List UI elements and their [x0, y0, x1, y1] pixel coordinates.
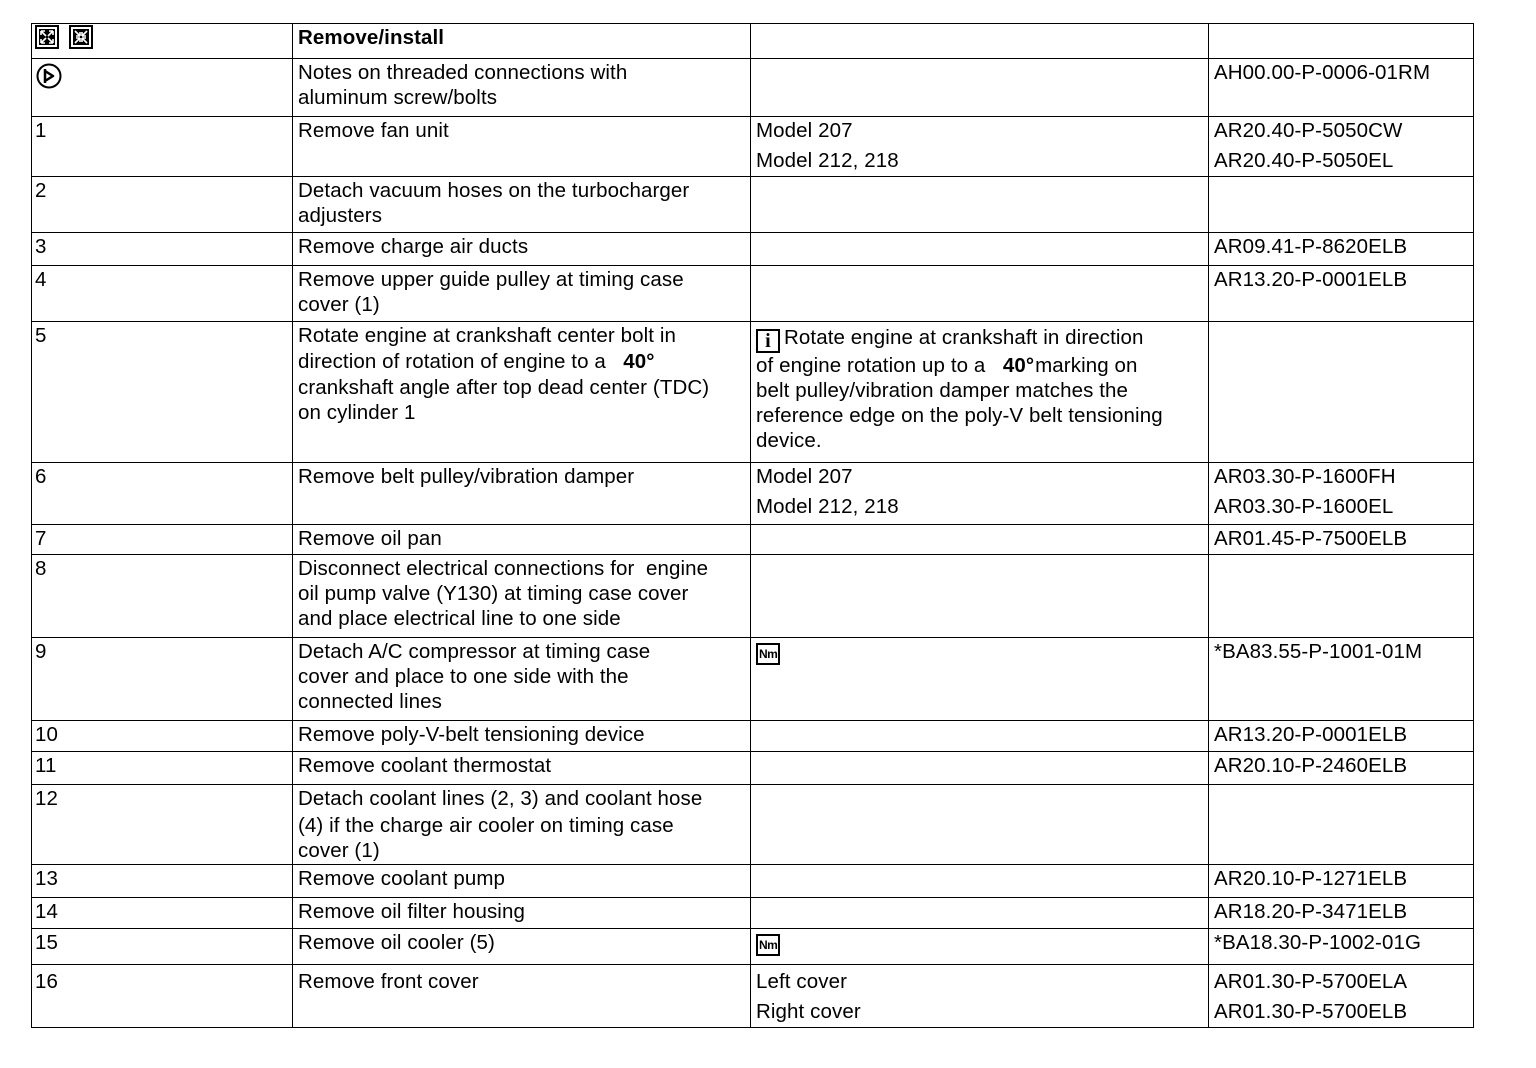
table-row — [32, 638, 1474, 721]
table-row — [32, 929, 1474, 965]
step-refs: *BA18.30-P-1002-01G — [1209, 929, 1474, 965]
step-number: 15 — [32, 929, 293, 965]
step-text: Remove poly-V-belt tensioning device — [293, 721, 751, 752]
table-row — [32, 865, 1474, 898]
step-notes — [751, 785, 1209, 865]
table-row — [32, 785, 1474, 865]
step-notes — [751, 555, 1209, 638]
header-row — [32, 24, 1474, 59]
shrink-icon — [69, 25, 93, 49]
step-text: Remove oil filter housing — [293, 898, 751, 929]
step-notes: Model 207 Model 212, 218 — [751, 117, 1209, 177]
step-text: Detach A/C compressor at timing case cover and place to one side with the connected lines — [293, 638, 751, 721]
step-number: 7 — [32, 525, 293, 555]
step-notes: Model 207 Model 212, 218 — [751, 463, 1209, 525]
step-number: 10 — [32, 721, 293, 752]
step-text: Remove belt pulley/vibration damper — [293, 463, 751, 525]
step-refs: AR20.10-P-2460ELB — [1209, 752, 1474, 785]
step-refs: AR09.41-P-8620ELB — [1209, 233, 1474, 266]
step-text: Remove coolant thermostat — [293, 752, 751, 785]
step-refs: *BA83.55-P-1001-01M — [1209, 638, 1474, 721]
torque-icon[interactable]: Nm — [756, 934, 780, 956]
step-number: 14 — [32, 898, 293, 929]
step-notes: Left cover Right cover — [751, 965, 1209, 1028]
table-row — [32, 322, 1474, 463]
step-refs: AR01.45-P-7500ELB — [1209, 525, 1474, 555]
step-text: Remove coolant pump — [293, 865, 751, 898]
step-text: Remove front cover — [293, 965, 751, 1028]
step-number: 13 — [32, 865, 293, 898]
step-refs: AR20.40-P-5050CW AR20.40-P-5050EL — [1209, 117, 1474, 177]
step-number: 1 — [32, 117, 293, 177]
step-text: Detach vacuum hoses on the turbocharger adjusters — [293, 177, 751, 233]
step-refs — [1209, 555, 1474, 638]
table-row — [32, 752, 1474, 785]
step-notes — [751, 721, 1209, 752]
step-text: Remove charge air ducts — [293, 233, 751, 266]
step-notes — [751, 898, 1209, 929]
info-icon: i — [756, 329, 780, 353]
step-number: 4 — [32, 266, 293, 322]
table-row — [32, 233, 1474, 266]
table-row — [32, 721, 1474, 752]
table-row — [32, 117, 1474, 177]
step-number: 6 — [32, 463, 293, 525]
step-refs: AR13.20-P-0001ELB — [1209, 721, 1474, 752]
step-refs: AR20.10-P-1271ELB — [1209, 865, 1474, 898]
step-notes — [751, 177, 1209, 233]
note-ref: AH00.00-P-0006-01RM — [1209, 59, 1474, 117]
step-notes — [751, 865, 1209, 898]
step-refs: AR18.20-P-3471ELB — [1209, 898, 1474, 929]
angle-value: 40° — [623, 350, 655, 373]
table-row — [32, 965, 1474, 1028]
step-number: 11 — [32, 752, 293, 785]
step-text: Remove upper guide pulley at timing case cover (1) — [293, 266, 751, 322]
table-row — [32, 555, 1474, 638]
step-text: Disconnect electrical connections for engine oil pump valve (Y130) at timing case cover and place electrical line to one side — [293, 555, 751, 638]
step-refs: AR01.30-P-5700ELA AR01.30-P-5700ELB — [1209, 965, 1474, 1028]
step-notes — [751, 638, 1209, 721]
procedure-table — [31, 23, 1474, 1028]
table-row — [32, 525, 1474, 555]
step-number: 8 — [32, 555, 293, 638]
step-number: 16 — [32, 965, 293, 1028]
expand-icon — [35, 25, 59, 49]
step-number: 9 — [32, 638, 293, 721]
step-notes — [751, 752, 1209, 785]
note-row — [32, 59, 1474, 117]
table-row — [32, 463, 1474, 525]
note-empty-cell — [751, 59, 1209, 117]
arrow-circle-icon — [35, 62, 63, 90]
step-refs — [1209, 177, 1474, 233]
note-text: Notes on threaded connections with aluminum screw/bolts — [293, 59, 751, 117]
step-notes: i Rotate engine at crankshaft in direction of engine rotation up to a 40°marking on belt pulley/vibration damper matches the reference edge on the poly-V belt tensioning device. — [751, 322, 1209, 463]
step-notes — [751, 233, 1209, 266]
header-title: Remove/install — [293, 24, 751, 59]
step-number: 2 — [32, 177, 293, 233]
step-notes — [751, 525, 1209, 555]
table-row — [32, 177, 1474, 233]
step-notes — [751, 266, 1209, 322]
step-text: Remove fan unit — [293, 117, 751, 177]
table-row — [32, 898, 1474, 929]
step-number: 3 — [32, 233, 293, 266]
header-empty-cell — [751, 24, 1209, 59]
header-empty-cell — [1209, 24, 1474, 59]
step-text: Detach coolant lines (2, 3) and coolant hose (4) if the charge air cooler on timing case cover (1) — [293, 785, 751, 865]
table-row — [32, 266, 1474, 322]
step-text: Rotate engine at crankshaft center bolt in direction of rotation of engine to a 40° crankshaft angle after top dead center (TDC) on cylinder 1 — [293, 322, 751, 463]
step-number: 12 — [32, 785, 293, 865]
step-refs — [1209, 322, 1474, 463]
torque-icon[interactable]: Nm — [756, 643, 780, 665]
angle-value: 40° — [1002, 354, 1035, 377]
step-refs — [1209, 785, 1474, 865]
step-refs: AR13.20-P-0001ELB — [1209, 266, 1474, 322]
step-notes — [751, 929, 1209, 965]
header-icons-cell — [32, 24, 293, 59]
step-number: 5 — [32, 322, 293, 463]
note-icon-cell — [32, 59, 293, 117]
step-text: Remove oil cooler (5) — [293, 929, 751, 965]
step-refs: AR03.30-P-1600FH AR03.30-P-1600EL — [1209, 463, 1474, 525]
step-text: Remove oil pan — [293, 525, 751, 555]
